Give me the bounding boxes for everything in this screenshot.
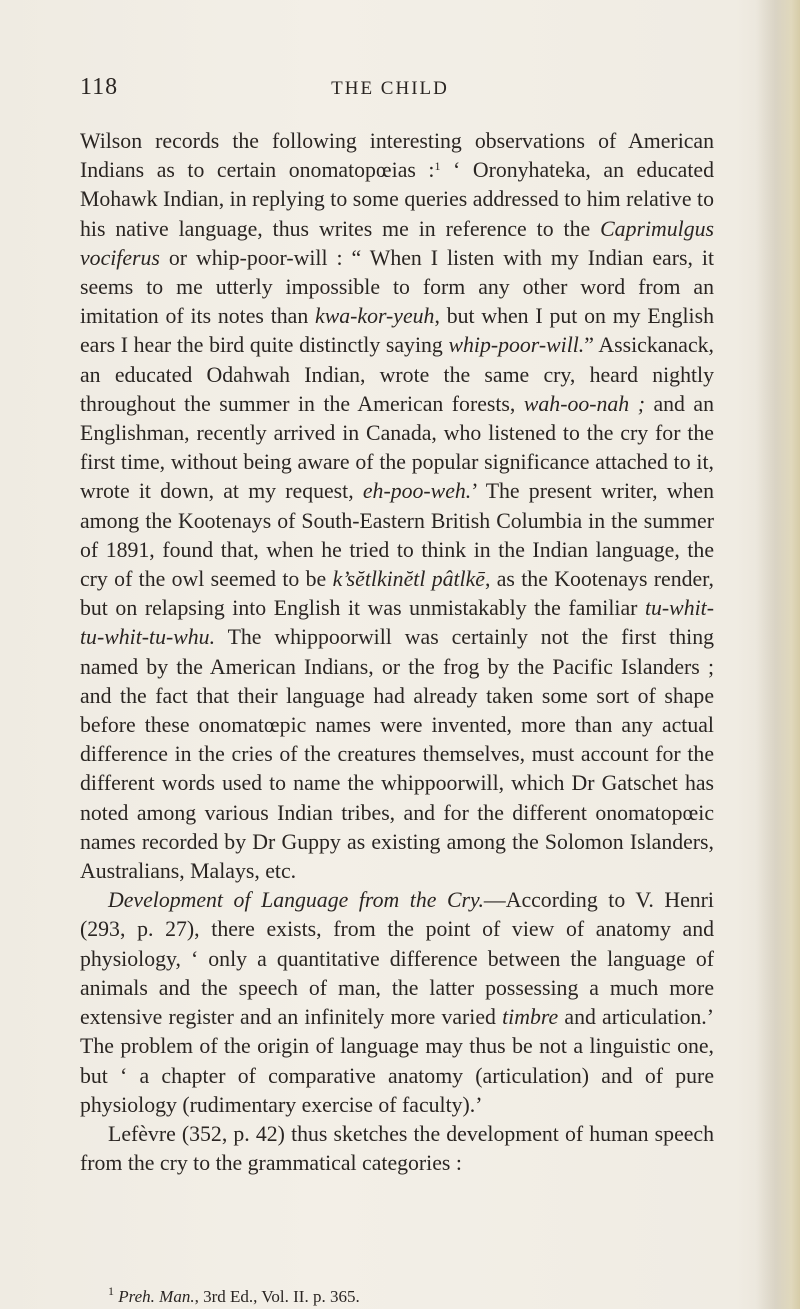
- italic-term: Caprimulgus vociferus: [80, 216, 714, 270]
- footnote-source-title: Preh. Man.: [118, 1287, 195, 1306]
- body-text: [80, 127, 714, 1178]
- section-heading: Development of Language from the Cry.: [108, 888, 484, 913]
- footnote: $^1$ Preh. Man., 3rd Ed., Vol. II. p. 365.: [108, 1284, 360, 1306]
- page-header: [80, 74, 700, 110]
- paragraph-development-of-language: Development of Language from the Cry.—According to V. Henri (293, p. 27), there exists, from the point of view of anatomy and physiology, ‘ only a quantitative difference between the language of animals and the speech of man, the latter possessing a much more extensive register and an infinitely more varied timbre and articulation.’ The problem of the origin of language may thus be not a linguistic one, but ‘ a chapter of comparative anatomy (articulation) and of pure physiology (rudimentary exercise of faculty).’: [80, 888, 715, 1117]
- page-edge-shadow: [756, 0, 800, 1309]
- footnote-marker: 1: [108, 1284, 114, 1298]
- page-number: 118: [80, 74, 119, 100]
- italic-term: wah-oo-nah ;: [523, 391, 645, 416]
- paragraph-wilson-onomatopoeias: Wilson records the following interesting observations of American Indians as to certain onomatopœias :$^1$ ‘ Oronyhateka, an educated Mohawk Indian, in replying to some queries addressed to him relative to his native language, thus writes me in reference to the Caprimulgus vociferus or whip-poor-will : “ When I listen with my Indian ears, it seems to me utterly impossible to form any other word from an imitation of its notes than kwa-kor-yeuh, but when I put on my English ears I hear the bird quite distinctly saying whip-poor-will.” Assickanack, an educated Odahwah Indian, wrote the same cry, heard nightly throughout the summer in the American forests, wah-oo-nah ; and an Englishman, recently arrived in Canada, who listened to the cry for the first time, without being aware of the popular significance attached to it, wrote it down, at my request, eh-poo-weh.’ The present writer, when among the Kootenays of South-Eastern British Columbia in the summer of 1891, found that, when he tried to think in the Indian language, the cry of the owl seemed to be k’sĕtlkinĕtl pâtlkē, as the Kootenays render, but on relapsing into English it was unmistakably the familiar tu-whit-tu-whit-tu-whu. The whippoorwill was certainly not the first thing named by the American Indians, or the frog by the Pacific Islanders ; and the fact that their language had already taken some sort of shape before these onomatœpic names were invented, more than any actual difference in the cries of the creatures themselves, must account for the different words used to name the whippoorwill, which Dr Gatschet has noted among various Indian tribes, and for the different onomatopœic names recorded by Dr Guppy as existing among the Solomon Islanders, Australians, Malays, etc.: [80, 129, 715, 884]
- italic-term: eh-poo-weh.: [362, 479, 472, 504]
- italic-term: k’sĕtlkinĕtl pâtlkē: [332, 567, 485, 592]
- italic-term: kwa-kor-yeuh: [315, 304, 435, 329]
- italic-term: tu-whit-tu-whit-tu-whu.: [80, 596, 714, 650]
- italic-term: whip-poor-will.: [448, 333, 585, 358]
- italic-term: timbre: [502, 1005, 559, 1030]
- footnote-reference: 1: [434, 159, 441, 174]
- paragraph-lefevre: Lefèvre (352, p. 42) thus sketches the development of human speech from the cry to the grammatical categories :: [80, 1121, 714, 1176]
- running-head: THE CHILD: [331, 78, 449, 99]
